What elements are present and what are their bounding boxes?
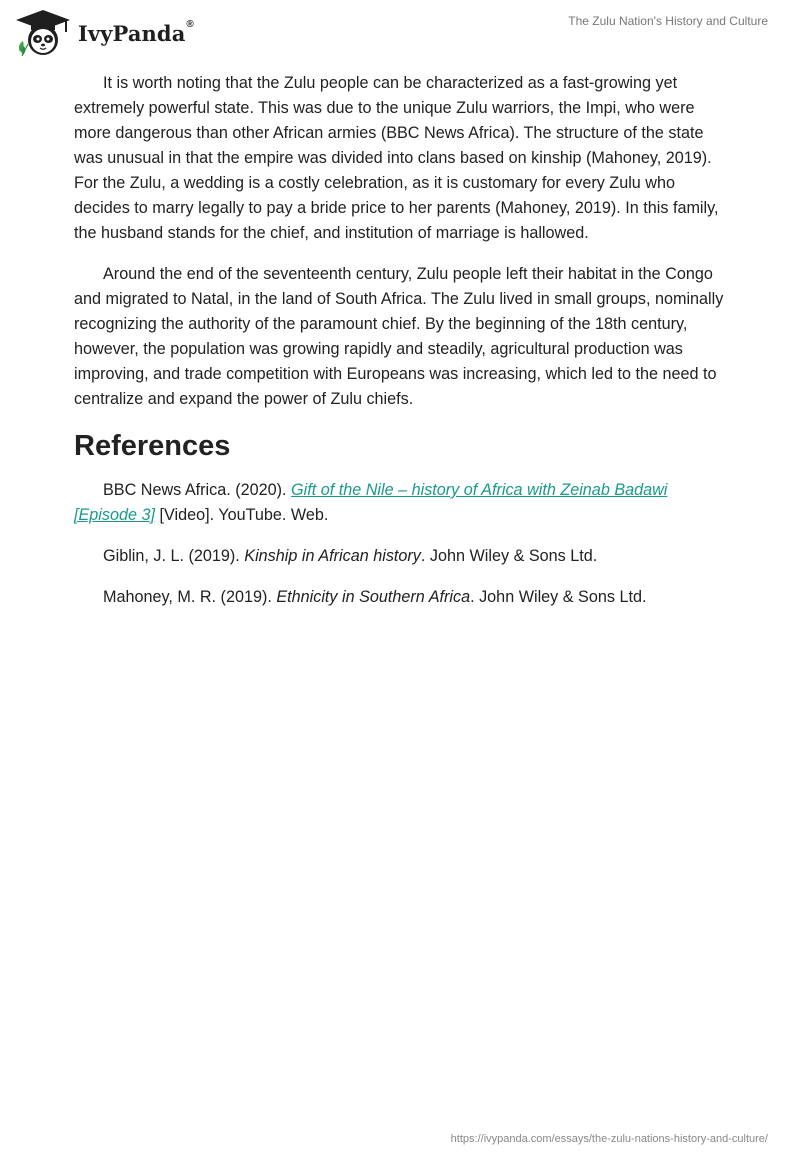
brand-text: IvyPanda: [78, 20, 186, 46]
reference-title: Ethnicity in Southern Africa: [276, 588, 471, 606]
reference-details: . John Wiley & Sons Ltd.: [470, 588, 647, 606]
reference-title: Kinship in African history: [244, 547, 421, 565]
reference-item: [74, 544, 730, 569]
reference-video-link[interactable]: Gift of the Nile – history of Africa with Zeinab Badawi [Episode 3]: [74, 481, 668, 524]
reference-authors: BBC News Africa. (2020).: [103, 481, 292, 499]
panda-graduate-icon: [14, 8, 72, 58]
reference-authors: Mahoney, M. R. (2019).: [103, 588, 277, 606]
reference-details: [Video]. YouTube. Web.: [155, 506, 329, 524]
brand-name: [78, 18, 194, 46]
reference-item: [74, 585, 730, 610]
body-paragraph: Around the end of the seventeenth century, Zulu people left their habitat in the Congo and migrated to Natal, in the land of South Africa. The Zulu lived in small groups, nominally recognizing the authority of the paramount chief. By the beginning of the 18th century, however, the population was growing rapidly and steadily, agricultural production was improving, and trade competition with Europeans was increasing, which led to the need to centralize and expand the power of Zulu chiefs.: [74, 265, 724, 408]
reference-details: . John Wiley & Sons Ltd.: [420, 547, 598, 565]
body-paragraph: It is worth noting that the Zulu people can be characterized as a fast-growing yet extremely powerful state. This was due to the unique Zulu warriors, the Impi, who were more dangerous than other African armies (BBC News Africa). The structure of the state was unusual in that the empire was divided into clans based on kinship (Mahoney, 2019). For the Zulu, a wedding is a costly celebration, as it is customary for every Zulu who decides to marry legally to pay a bride price to her parents (Mahoney, 2019). In this family, the husband stands for the chief, and institution of marriage is hallowed.: [74, 74, 719, 242]
ivypanda-logo[interactable]: [14, 8, 194, 58]
references-heading: References: [74, 430, 231, 462]
document-title: The Zulu Nation's History and Culture: [568, 14, 768, 28]
page-header: [0, 0, 800, 64]
source-url[interactable]: https://ivypanda.com/essays/the-zulu-nations-history-and-culture/: [450, 1133, 768, 1145]
reference-authors: Giblin, J. L. (2019).: [103, 547, 245, 565]
essay-content: [74, 71, 730, 626]
reference-item: [74, 478, 730, 528]
registered-mark: ®: [186, 18, 194, 30]
